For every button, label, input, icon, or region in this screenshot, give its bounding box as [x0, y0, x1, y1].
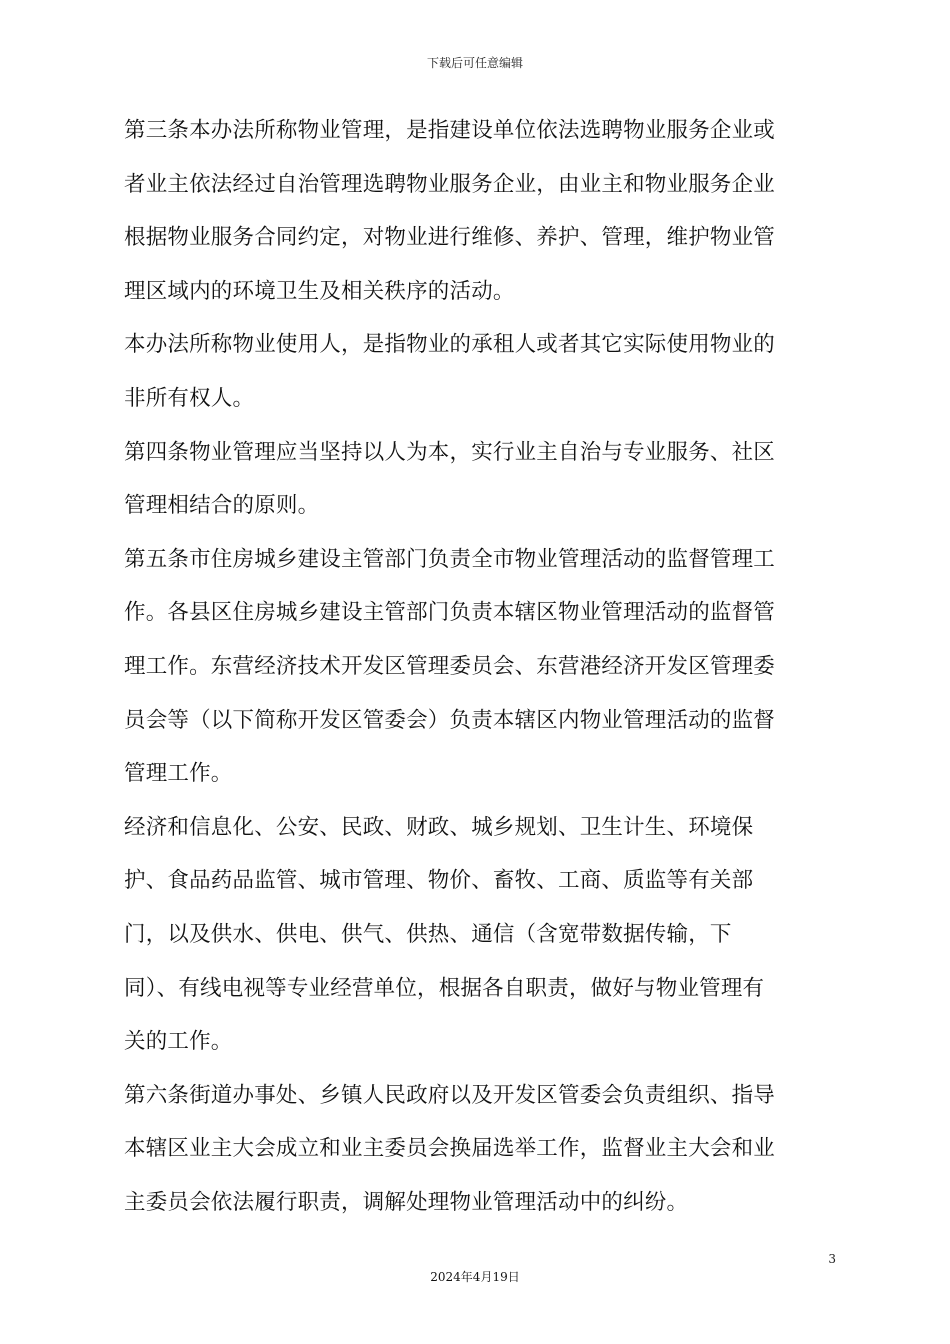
text-line: 第六条街道办事处、乡镇人民政府以及开发区管委会负责组织、指导 [124, 1082, 776, 1108]
text-line: 管理相结合的原则。 [124, 493, 320, 519]
text-line: 员会等（以下简称开发区管委会）负责本辖区内物业管理活动的监督 [124, 707, 776, 733]
text-line: 作。各县区住房城乡建设主管部门负责本辖区物业管理活动的监督管 [124, 600, 776, 626]
text-line: 护、食品药品监管、城市管理、物价、畜牧、工商、质监等有关部 [124, 868, 754, 894]
text-line: 根据物业服务合同约定，对物业进行维修、养护、管理，维护物业管 [124, 225, 776, 251]
footer-date: 2024年4月19日 [430, 1270, 520, 1284]
text-line: 非所有权人。 [124, 385, 255, 411]
text-line: 第四条物业管理应当坚持以人为本，实行业主自治与专业服务、社区 [124, 439, 776, 465]
text-line: 第五条市住房城乡建设主管部门负责全市物业管理活动的监督管理工 [124, 546, 776, 572]
text-line: 同）、有线电视等专业经营单位，根据各自职责，做好与物业管理有 [124, 975, 765, 1001]
text-line: 第三条本办法所称物业管理，是指建设单位依法选聘物业服务企业或 [124, 118, 776, 143]
document-body [124, 104, 834, 1229]
text-line: 本办法所称物业使用人，是指物业的承租人或者其它实际使用物业的 [124, 332, 776, 358]
text-line: 经济和信息化、公安、民政、财政、城乡规划、卫生计生、环境保 [124, 814, 754, 840]
text-line: 者业主依法经过自治管理选聘物业服务企业，由业主和物业服务企业 [124, 171, 776, 197]
text-line: 门，以及供水、供电、供气、供热、通信（含宽带数据传输，下 [124, 921, 732, 947]
header-note: 下载后可任意编辑 [426, 56, 523, 70]
text-line: 理工作。东营经济技术开发区管理委员会、东营港经济开发区管理委 [124, 653, 776, 679]
text-line: 关的工作。 [124, 1029, 233, 1055]
text-line: 本辖区业主大会成立和业主委员会换届选举工作，监督业主大会和业 [124, 1136, 776, 1162]
text-line: 理区域内的环境卫生及相关秩序的活动。 [124, 278, 515, 304]
text-line: 管理工作。 [124, 761, 233, 787]
page-number: 3 [828, 1252, 836, 1266]
text-line: 主委员会依法履行职责，调解处理物业管理活动中的纠纷。 [124, 1189, 689, 1215]
